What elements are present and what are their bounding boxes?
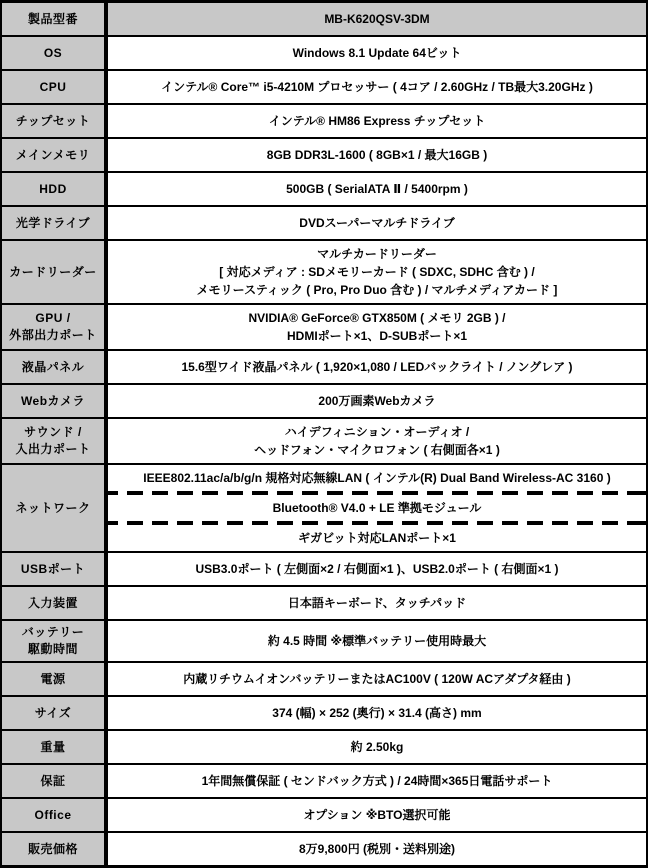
spec-row: [2, 587, 646, 621]
spec-value-text: 15.6型ワイド液晶パネル ( 1,920×1,080 / LEDバックライト / ノングレア ): [181, 360, 573, 374]
spec-value-area: [108, 105, 646, 137]
spec-row: [2, 3, 646, 37]
spec-value-cell: [108, 71, 646, 103]
spec-value-area: [108, 419, 646, 463]
spec-label-cell: [2, 385, 108, 417]
spec-label-text: サウンド /: [24, 425, 82, 439]
spec-label-cell: [2, 37, 108, 69]
spec-label-text: 製品型番: [27, 11, 78, 26]
spec-value-cell: [108, 765, 646, 797]
spec-value-text: 日本語キーボード、タッチパッド: [287, 596, 467, 610]
spec-value-text: ギガビット対応LANポート×1: [298, 531, 456, 545]
spec-value-text: HDMIポート×1、D-SUBポート×1: [286, 329, 468, 343]
spec-value-cell: [108, 833, 646, 865]
spec-row: [2, 697, 646, 731]
spec-value-cell: [108, 173, 646, 205]
spec-row: [2, 765, 646, 799]
spec-label-text: OS: [43, 45, 63, 60]
spec-label-text: Webカメラ: [20, 393, 86, 408]
spec-label-cell: [2, 305, 108, 349]
spec-label-text: 重量: [40, 739, 66, 754]
spec-label-text: HDD: [39, 181, 67, 196]
spec-value-cell: [108, 663, 646, 695]
spec-label-text: USBポート: [20, 561, 86, 576]
spec-label-cell: [2, 3, 108, 35]
spec-value-text: 374 (幅) × 252 (奥行) × 31.4 (高さ) mm: [272, 706, 482, 720]
spec-value-area: [108, 139, 646, 171]
spec-label-text: 入力装置: [27, 595, 78, 610]
spec-value-text: 200万画素Webカメラ: [318, 394, 436, 408]
spec-row: [2, 465, 646, 553]
spec-row: [2, 385, 646, 419]
spec-value-text: NVIDIA® GeForce® GTX850M ( メモリ 2GB ) /: [248, 311, 506, 325]
spec-row: [2, 731, 646, 765]
spec-label-text: 駆動時間: [27, 642, 78, 656]
spec-label-text: CPU: [39, 79, 67, 94]
spec-label-cell: [2, 697, 108, 729]
spec-value-area: [108, 241, 646, 303]
spec-value-cell: [108, 351, 646, 383]
spec-label-cell: [2, 663, 108, 695]
spec-value-text: インテル® Core™ i5-4210M プロセッサー ( 4コア / 2.60GHz / TB最大3.20GHz ): [161, 80, 593, 94]
spec-label-cell: [2, 553, 108, 585]
spec-value-text: ハイデフィニション・オーディオ /: [284, 425, 470, 439]
spec-value-area: [108, 587, 646, 619]
spec-value-text: USB3.0ポート ( 左側面×2 / 右側面×1 )、USB2.0ポート ( 右側面×1 ): [195, 562, 559, 576]
spec-value-cell: [108, 621, 646, 661]
spec-label-text: 光学ドライブ: [15, 215, 91, 230]
spec-row: [2, 663, 646, 697]
spec-value-area: [108, 663, 646, 695]
spec-value-area: [108, 71, 646, 103]
spec-value-text: ヘッドフォン・マイクロフォン ( 右側面各×1 ): [254, 443, 500, 457]
spec-value-cell: [108, 37, 646, 69]
spec-value-cell: [108, 419, 646, 463]
spec-value-cell: [108, 385, 646, 417]
spec-label-text: 販売価格: [27, 841, 78, 856]
spec-value-cell: [108, 553, 646, 585]
spec-label-text: 入出力ポート: [15, 442, 91, 456]
spec-value-text: メモリースティック ( Pro, Pro Duo 含む ) / マルチメディアカード ]: [196, 283, 558, 297]
spec-row: [2, 105, 646, 139]
spec-label-text: ネットワーク: [15, 500, 91, 515]
spec-label-text: 液晶パネル: [21, 359, 85, 374]
spec-label-cell: [2, 799, 108, 831]
spec-value-cell: [108, 139, 646, 171]
spec-value-cell: [108, 731, 646, 763]
spec-value-cell: [108, 305, 646, 349]
spec-label-text: GPU /: [35, 311, 71, 325]
spec-label-text: Office: [34, 807, 72, 822]
spec-row: [2, 241, 646, 305]
spec-row: [2, 833, 646, 865]
spec-value-text: マルチカードリーダー: [317, 247, 437, 261]
spec-value-cell: [108, 241, 646, 303]
spec-value-text: Bluetooth® V4.0 + LE 準拠モジュール: [272, 501, 482, 515]
spec-value-area: [108, 799, 646, 831]
spec-value-cell: [108, 587, 646, 619]
spec-label-cell: [2, 207, 108, 239]
spec-row: [2, 799, 646, 833]
spec-value-text: DVDスーパーマルチドライブ: [299, 216, 455, 230]
spec-value-cell: [108, 207, 646, 239]
spec-label-cell: [2, 419, 108, 463]
spec-label-text: 保証: [40, 773, 66, 788]
spec-label-cell: [2, 139, 108, 171]
spec-row: [2, 37, 646, 71]
spec-value-area: [108, 833, 646, 865]
spec-label-cell: [2, 351, 108, 383]
spec-value-area: [108, 465, 646, 551]
spec-value-text: インテル® HM86 Express チップセット: [268, 114, 486, 128]
spec-label-cell: [2, 833, 108, 865]
spec-label-cell: [2, 105, 108, 137]
spec-label-cell: [2, 465, 108, 551]
spec-value-cell: [108, 105, 646, 137]
spec-value-text: 1年間無償保証 ( センドバック方式 ) / 24時間×365日電話サポート: [201, 774, 553, 788]
spec-value-text: 内蔵リチウムイオンバッテリーまたはAC100V ( 120W ACアダプタ経由 ): [183, 672, 571, 686]
spec-value-area: [108, 207, 646, 239]
spec-label-cell: [2, 765, 108, 797]
spec-value-area: [108, 385, 646, 417]
spec-row: [2, 207, 646, 241]
spec-value-text: 500GB ( SerialATA Ⅱ / 5400rpm ): [286, 182, 468, 196]
spec-value-cell: [108, 495, 646, 521]
spec-row: [2, 419, 646, 465]
spec-label-text: メインメモリ: [15, 147, 91, 162]
spec-label-text: チップセット: [15, 113, 91, 128]
spec-value-area: [108, 765, 646, 797]
spec-row: [2, 139, 646, 173]
spec-value-area: [108, 553, 646, 585]
spec-label-text: バッテリー: [21, 625, 85, 639]
spec-value-cell: [108, 465, 646, 491]
spec-value-text: Windows 8.1 Update 64ビット: [292, 46, 462, 60]
spec-row: [2, 621, 646, 663]
spec-value-area: [108, 351, 646, 383]
spec-value-area: [108, 305, 646, 349]
spec-value-area: [108, 731, 646, 763]
spec-row: [2, 71, 646, 105]
spec-value-area: [108, 3, 646, 35]
spec-value-text: 8GB DDR3L-1600 ( 8GB×1 / 最大16GB ): [266, 148, 488, 162]
spec-value-area: [108, 173, 646, 205]
spec-label-text: 外部出力ポート: [9, 328, 97, 342]
spec-value-text: 8万9,800円 (税別・送料別途): [298, 842, 456, 856]
spec-label-text: サイズ: [34, 705, 72, 720]
spec-value-area: [108, 37, 646, 69]
spec-value-text: IEEE802.11ac/a/b/g/n 規格対応無線LAN ( インテル(R) Dual Band Wireless-AC 3160 ): [143, 471, 611, 485]
spec-value-cell: [108, 3, 646, 35]
spec-value-text: 約 4.5 時間 ※標準バッテリー使用時最大: [267, 634, 487, 648]
spec-label-cell: [2, 731, 108, 763]
spec-label-text: カードリーダー: [9, 264, 97, 279]
spec-value-area: [108, 697, 646, 729]
spec-value-cell: [108, 525, 646, 551]
spec-label-cell: [2, 173, 108, 205]
spec-value-text: MB-K620QSV-3DM: [324, 12, 430, 26]
spec-label-text: 電源: [40, 671, 66, 686]
spec-row: [2, 351, 646, 385]
spec-row: [2, 305, 646, 351]
spec-value-text: 約 2.50kg: [350, 740, 404, 754]
spec-label-cell: [2, 241, 108, 303]
spec-label-cell: [2, 71, 108, 103]
spec-row: [2, 173, 646, 207]
spec-value-cell: [108, 697, 646, 729]
spec-label-cell: [2, 587, 108, 619]
spec-row: [2, 553, 646, 587]
spec-value-cell: [108, 799, 646, 831]
spec-value-text: [ 対応メディア : SDメモリーカード ( SDXC, SDHC 含む ) /: [219, 265, 535, 279]
spec-label-cell: [2, 621, 108, 661]
spec-value-text: オプション ※BTO選択可能: [303, 808, 451, 822]
spec-value-area: [108, 621, 646, 661]
